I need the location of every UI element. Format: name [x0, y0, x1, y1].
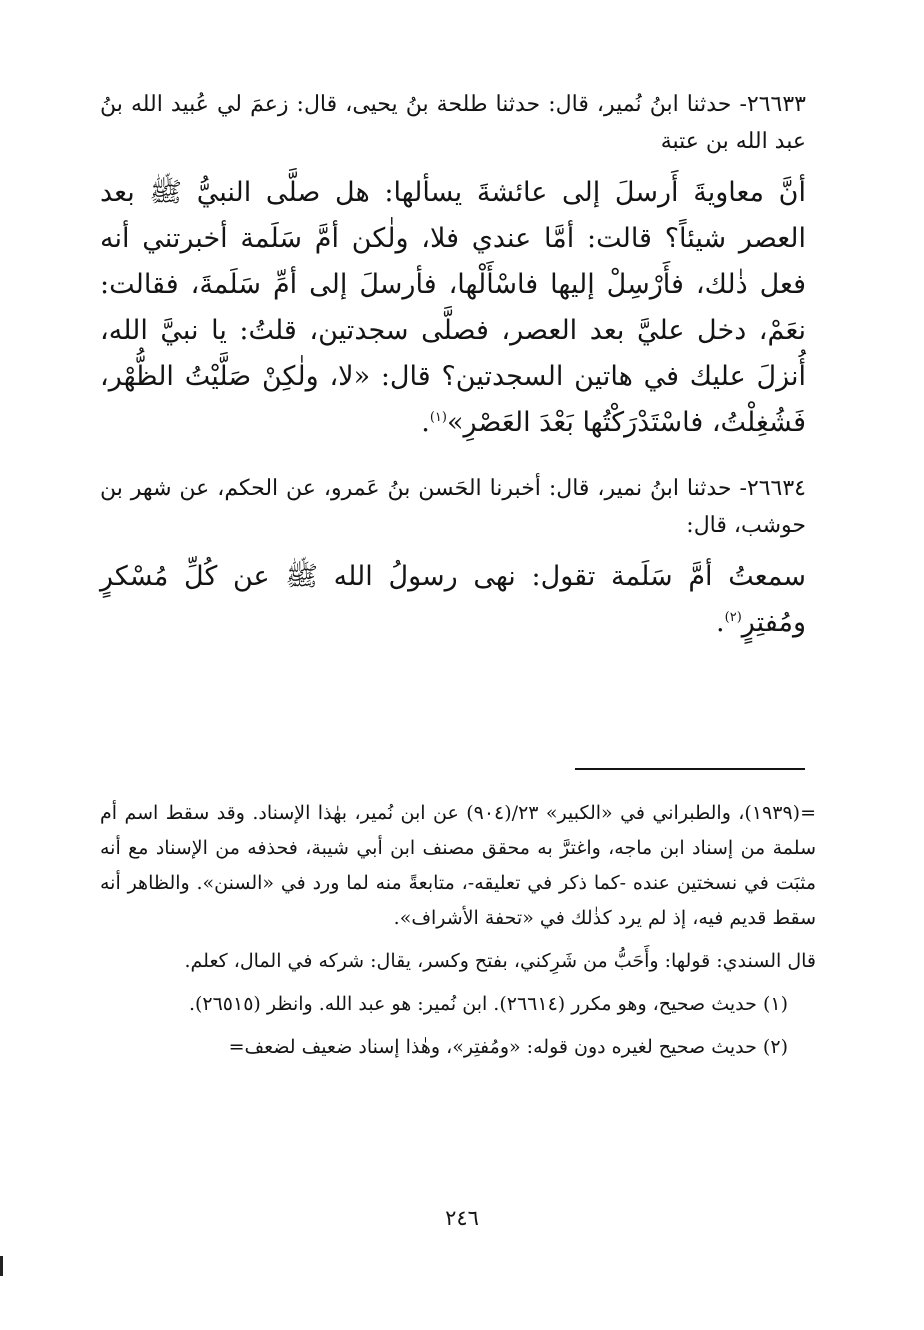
main-text — [100, 86, 806, 664]
hadith-26633-end: . — [421, 407, 430, 438]
footnotes — [100, 796, 816, 1073]
edge-mark — [0, 1256, 3, 1276]
footnote-1: (١) حديث صحيح، وهو مكرر (٢٦٦١٤). ابن نُمير: هو عبد الله. وانظر (٢٦٥١٥). — [188, 993, 788, 1015]
footnote-sindi: قال السندي: قولها: وأَحَبُّ من شَرِكني، بفتح وكسر، يقال: شركه في المال، كعلم. — [184, 950, 816, 972]
footnote-2: (٢) حديث صحيح لغيره دون قوله: «ومُفتِر»، وهٰذا إسناد ضعيف لضعف= — [228, 1036, 788, 1058]
hadith-26634-isnad: ٢٦٦٣٤- حدثنا ابنُ نمير، قال: أخبرنا الحَسن بنُ عَمرو، عن الحكم، عن شهر بن حوشب، قال: — [100, 476, 806, 538]
footnote-separator — [575, 768, 805, 770]
hadith-26634-matn — [100, 554, 806, 646]
page-number: ٢٤٦ — [445, 1206, 479, 1230]
hadith-26633-matn — [100, 170, 806, 446]
hadith-26633-isnad: ٢٦٦٣٣- حدثنا ابنُ نُمير، قال: حدثنا طلحة بنُ يحيى، قال: زعمَ لي عُبيد الله بنُ عبد الله بن عتبة — [100, 92, 806, 154]
footnote-continuation: =(١٩٣٩)، والطبراني في «الكبير» ٢٣/(٩٠٤) عن ابن نُمير، بهٰذا الإسناد. وقد سقط اسم أم سلمة من إسناد ابن ماجه، واغترَّ به محقق مصنف ابن أبي شيبة، فحذفه من الإسناد مع أنه مثبَت في نسختين عنده -كما ذكر في تعليقه-، متابعةً منه لما ورد في «السنن». والظاهر أنه سقط قديم فيه، إذ لم يرد كذٰلك في «تحفة الأشراف». — [100, 802, 816, 929]
hadith-26634-text: سمعتُ أمَّ سَلَمة تقول: نهى رسولُ الله ﷺ عن كُلِّ مُسْكرٍ ومُفتِرٍ — [100, 561, 806, 638]
footnote-marker-1[interactable]: (١) — [429, 410, 447, 425]
hadith-26633-text: أنَّ معاويةَ أَرسلَ إلى عائشةَ يسألها: هل صلَّى النبيُّ ﷺ بعد العصر شيئاً؟ قالت: أمَّا عندي فلا، ولٰكن أمَّ سَلَمة أخبرتني أنه فعل ذٰلك، فأَرْسِلْ إليها فاسْأَلْها، فأرسلَ إلى أمِّ سَلَمةَ، فقالت: نعَمْ، دخل عليَّ بعد العصر، فصلَّى سجدتين، قلتُ: يا نبيَّ الله، أُنزلَ عليك في هاتين السجدتين؟ قال: «لا، ولٰكِنْ صَلَّيْتُ الظُّهْر، فَشُغِلْتُ، فاسْتَدْرَكْتُها بَعْدَ العَصْرِ» — [100, 177, 806, 438]
footnote-marker-2[interactable]: (٢) — [724, 610, 742, 625]
hadith-26634-end: . — [716, 607, 725, 638]
